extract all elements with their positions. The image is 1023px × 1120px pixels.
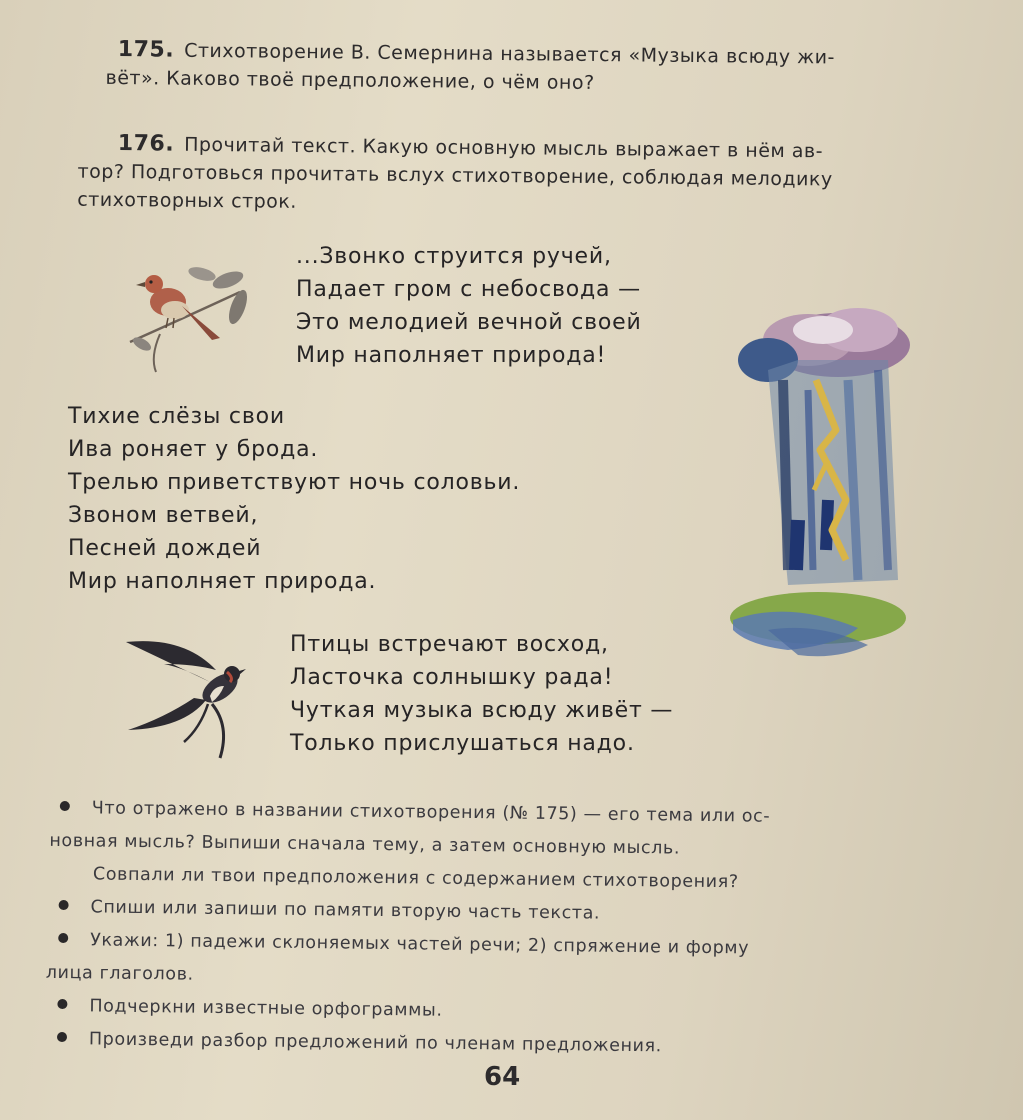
swallow-illustration xyxy=(124,638,254,763)
poem-line: Птицы встречают восход, xyxy=(290,632,609,657)
task-4-text: Подчеркни известные орфограммы. xyxy=(89,996,443,1021)
poem-line: Трелью приветствуют ночь соловьи. xyxy=(68,470,521,495)
exercise-176 xyxy=(77,130,833,221)
task-5-text: Произведи разбор предложений по членам предложения. xyxy=(88,1029,663,1057)
poem-line: Только прислушаться надо. xyxy=(290,731,635,756)
poem-line: Звоном ветвей, xyxy=(68,503,259,528)
bullet-icon xyxy=(58,933,68,943)
task-1-line-3: Совпали ли твои предположения с содержанием стихотворения? xyxy=(92,864,739,893)
bullet-icon xyxy=(57,1032,67,1042)
bullet-icon xyxy=(60,801,70,811)
bullet-icon xyxy=(59,900,69,910)
poem-line: ...Звонко струится ручей, xyxy=(296,244,612,269)
poem-line: Ива роняет у брода. xyxy=(68,437,319,462)
poem-line: Мир наполняет природа! xyxy=(296,343,607,368)
poem-line: Тихие слёзы свои xyxy=(68,404,285,429)
task-1-line-2: новная мысль? Выпиши сначала тему, а затем основную мысль. xyxy=(49,830,681,859)
nightingale-illustration xyxy=(120,262,255,377)
poem-line: Это мелодией вечной своей xyxy=(296,310,642,335)
poem-line: Мир наполняет природа. xyxy=(68,569,377,594)
task-3-text-1: Укажи: 1) падежи склоняемых частей речи; 2) спряжение и форму xyxy=(90,930,750,959)
exercise-175-text-1: Стихотворение В. Семернина называется «Музыка всюду жи- xyxy=(184,39,836,69)
thunderstorm-illustration xyxy=(728,300,918,670)
exercise-176-line-2: тор? Подготовься прочитать вслух стихотворение, соблюдая мелодику xyxy=(77,160,833,191)
exercise-175 xyxy=(105,36,836,100)
exercise-176-text-1: Прочитай текст. Какую основную мысль выражает в нём ав- xyxy=(184,133,824,163)
task-3-line-2: лица глаголов. xyxy=(45,962,194,985)
poem-stanza-2 xyxy=(68,400,520,598)
bullet-icon xyxy=(57,999,67,1009)
poem-line: Ласточка солнышку рада! xyxy=(290,665,614,690)
exercise-176-number: 176. xyxy=(117,130,175,157)
task-2-text: Спиши или запиши по памяти вторую часть текста. xyxy=(90,897,601,924)
exercise-175-number: 175. xyxy=(117,36,175,63)
poem-stanza-3 xyxy=(290,628,673,760)
exercise-175-line-2: вёт». Каково твоё предположение, о чём оно? xyxy=(105,66,595,94)
poem-line: Песней дождей xyxy=(68,536,262,561)
page-number: 64 xyxy=(484,1062,521,1092)
task-list xyxy=(45,792,771,1065)
task-1-text-1: Что отражено в названии стихотворения (№ 175) — его тема или ос- xyxy=(91,798,771,827)
poem-line: Чуткая музыка всюду живёт — xyxy=(290,698,674,723)
exercise-176-line-3: стихотворных строк. xyxy=(77,188,297,213)
poem-stanza-1 xyxy=(296,240,642,372)
poem-line: Падает гром с небосвода — xyxy=(296,277,641,302)
